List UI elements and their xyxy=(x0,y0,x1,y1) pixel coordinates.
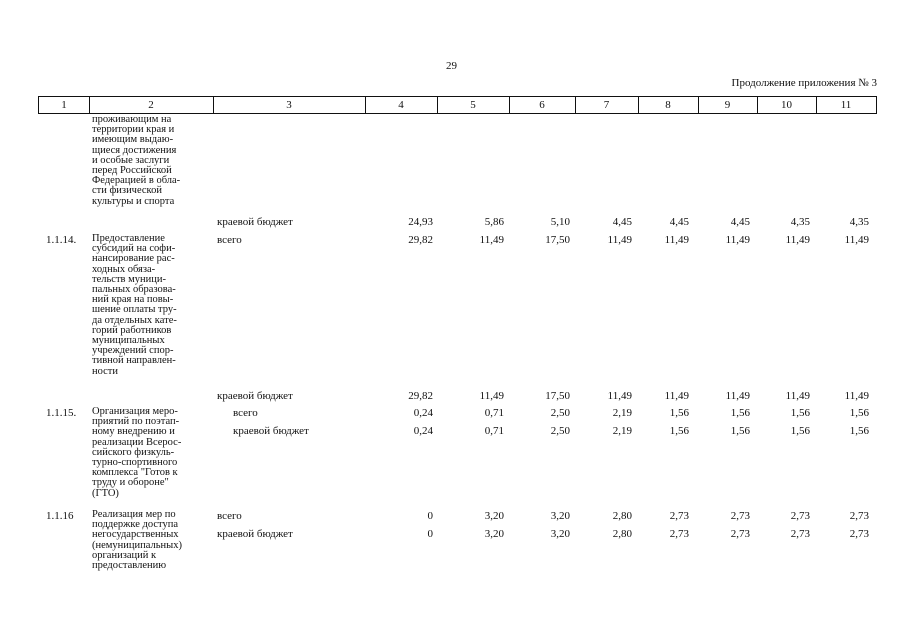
header-col-3: 3 xyxy=(286,99,292,111)
value-col-6: 5,10 xyxy=(550,216,570,228)
value-col-11: 11,49 xyxy=(844,234,869,246)
value-col-4: 0 xyxy=(427,510,433,522)
desc-line: и особые заслуги xyxy=(92,154,170,166)
value-col-5: 11,49 xyxy=(479,390,504,402)
desc-line: ходных обяза- xyxy=(92,263,156,275)
value-col-8: 1,56 xyxy=(669,407,689,419)
column-header-row xyxy=(38,96,877,114)
desc-line: комплекса "Готов к xyxy=(92,467,178,479)
desc-line: ний края на повы- xyxy=(92,294,174,306)
item-id: 1.1.16 xyxy=(46,510,74,522)
value-col-9: 1,56 xyxy=(730,407,750,419)
value-col-11: 2,73 xyxy=(849,528,869,540)
funding-source: всего xyxy=(233,407,258,419)
header-col-5: 5 xyxy=(470,99,476,111)
desc-line: перед Российской xyxy=(92,165,172,177)
value-col-7: 2,19 xyxy=(612,407,632,419)
value-col-9: 4,45 xyxy=(730,216,750,228)
value-col-6: 2,50 xyxy=(550,425,570,437)
desc-line: территории края и xyxy=(92,124,175,136)
desc-line: сти физической xyxy=(92,185,162,197)
header-col-6: 6 xyxy=(539,99,545,111)
desc-line: ному внедрению и xyxy=(92,426,175,438)
desc-line: реализации Всерос- xyxy=(92,436,182,448)
desc-line: субсидий на софи- xyxy=(92,243,176,255)
value-col-8: 11,49 xyxy=(664,390,689,402)
value-col-7: 11,49 xyxy=(607,390,632,402)
value-col-7: 2,80 xyxy=(612,510,632,522)
value-col-11: 11,49 xyxy=(844,390,869,402)
value-col-7: 2,19 xyxy=(612,425,632,437)
value-col-11: 4,35 xyxy=(849,216,869,228)
desc-line: (немуниципальных) xyxy=(92,539,182,551)
value-col-8: 11,49 xyxy=(664,234,689,246)
value-col-7: 2,80 xyxy=(612,528,632,540)
desc-line: Реализация мер по xyxy=(92,509,176,520)
funding-source: краевой бюджет xyxy=(217,216,293,228)
desc-line: культуры и спорта xyxy=(92,195,175,207)
value-col-9: 11,49 xyxy=(725,234,750,246)
item-id: 1.1.15. xyxy=(46,407,77,419)
desc-line: поддержке доступа xyxy=(92,519,179,531)
funding-source: краевой бюджет xyxy=(217,390,293,402)
header-col-8: 8 xyxy=(665,99,671,111)
value-col-4: 0,24 xyxy=(413,407,433,419)
value-col-5: 3,20 xyxy=(484,510,504,522)
value-col-5: 3,20 xyxy=(484,528,504,540)
value-col-6: 17,50 xyxy=(545,234,570,246)
desc-line: ности xyxy=(92,365,118,377)
value-col-10: 11,49 xyxy=(785,390,810,402)
desc-line: Организация меро- xyxy=(92,406,178,417)
header-col-10: 10 xyxy=(781,99,792,111)
desc-line: учреждений спор- xyxy=(92,345,174,357)
value-col-10: 1,56 xyxy=(790,407,810,419)
value-col-8: 1,56 xyxy=(669,425,689,437)
page-number: 29 xyxy=(446,60,457,72)
value-col-8: 2,73 xyxy=(669,510,689,522)
funding-source: краевой бюджет xyxy=(233,425,309,437)
desc-line: тельств муници- xyxy=(92,273,166,285)
value-col-5: 11,49 xyxy=(479,234,504,246)
header-col-11: 11 xyxy=(840,99,852,111)
item-description xyxy=(92,407,217,499)
value-col-10: 11,49 xyxy=(785,234,810,246)
carry-over-description xyxy=(92,115,217,207)
value-col-11: 1,56 xyxy=(849,425,869,437)
desc-line: муниципальных xyxy=(92,335,165,347)
desc-line: пальных образова- xyxy=(92,284,176,296)
value-col-4: 0,24 xyxy=(413,425,433,437)
desc-line: имеющим выдаю- xyxy=(92,134,174,146)
value-col-11: 2,73 xyxy=(849,510,869,522)
value-col-6: 17,50 xyxy=(545,390,570,402)
desc-line: Федерацией в обла- xyxy=(92,175,181,187)
value-col-9: 2,73 xyxy=(730,510,750,522)
desc-line: организаций к xyxy=(92,549,157,561)
value-col-5: 0,71 xyxy=(484,407,504,419)
item-id: 1.1.14. xyxy=(46,234,77,246)
value-col-7: 11,49 xyxy=(607,234,632,246)
desc-line: сийского физкуль- xyxy=(92,446,175,458)
funding-source: всего xyxy=(217,234,242,246)
value-col-10: 2,73 xyxy=(790,528,810,540)
value-col-5: 0,71 xyxy=(484,425,504,437)
header-col-9: 9 xyxy=(724,99,731,111)
header-col-2: 2 xyxy=(148,99,154,111)
desc-line: (ГТО) xyxy=(92,487,119,499)
value-col-4: 29,82 xyxy=(408,234,433,246)
desc-line: щиеся достижения xyxy=(92,144,177,156)
item-description xyxy=(92,510,217,571)
continuation-title: Продолжение приложения № 3 xyxy=(731,77,877,89)
value-col-4: 0 xyxy=(427,528,433,540)
desc-line: нансирование рас- xyxy=(92,253,175,265)
desc-line: предоставлению xyxy=(92,560,167,572)
value-col-6: 3,20 xyxy=(550,510,570,522)
value-col-11: 1,56 xyxy=(849,407,869,419)
value-col-9: 1,56 xyxy=(730,425,750,437)
header-col-4: 4 xyxy=(398,99,404,111)
desc-line: горий работников xyxy=(92,324,172,336)
item-description xyxy=(92,234,217,377)
desc-line: негосударственных xyxy=(92,529,179,541)
value-col-10: 2,73 xyxy=(790,510,810,522)
desc-line: шение оплаты тру- xyxy=(92,304,177,316)
value-col-9: 11,49 xyxy=(725,390,750,402)
funding-source: краевой бюджет xyxy=(217,528,293,540)
value-col-4: 24,93 xyxy=(408,216,433,228)
value-col-5: 5,86 xyxy=(484,216,504,228)
value-col-4: 29,82 xyxy=(408,390,433,402)
desc-line: труду и обороне" xyxy=(92,477,169,489)
value-col-9: 2,73 xyxy=(730,528,750,540)
value-col-8: 2,73 xyxy=(669,528,689,540)
header-col-7: 7 xyxy=(603,99,610,111)
value-col-6: 2,50 xyxy=(550,407,570,419)
desc-line: приятий по поэтап- xyxy=(92,416,180,428)
value-col-10: 1,56 xyxy=(790,425,810,437)
value-col-6: 3,20 xyxy=(550,528,570,540)
value-col-8: 4,45 xyxy=(669,216,689,228)
header-col-1: 1 xyxy=(61,99,67,111)
value-col-7: 4,45 xyxy=(612,216,632,228)
desc-line: проживающим на xyxy=(92,114,172,125)
desc-line: Предоставление xyxy=(92,233,165,244)
funding-source: всего xyxy=(217,510,242,522)
desc-line: тивной направлен- xyxy=(92,355,176,367)
desc-line: турно-спортивного xyxy=(92,457,178,469)
desc-line: да отдельных кате- xyxy=(92,314,177,326)
value-col-10: 4,35 xyxy=(790,216,810,228)
